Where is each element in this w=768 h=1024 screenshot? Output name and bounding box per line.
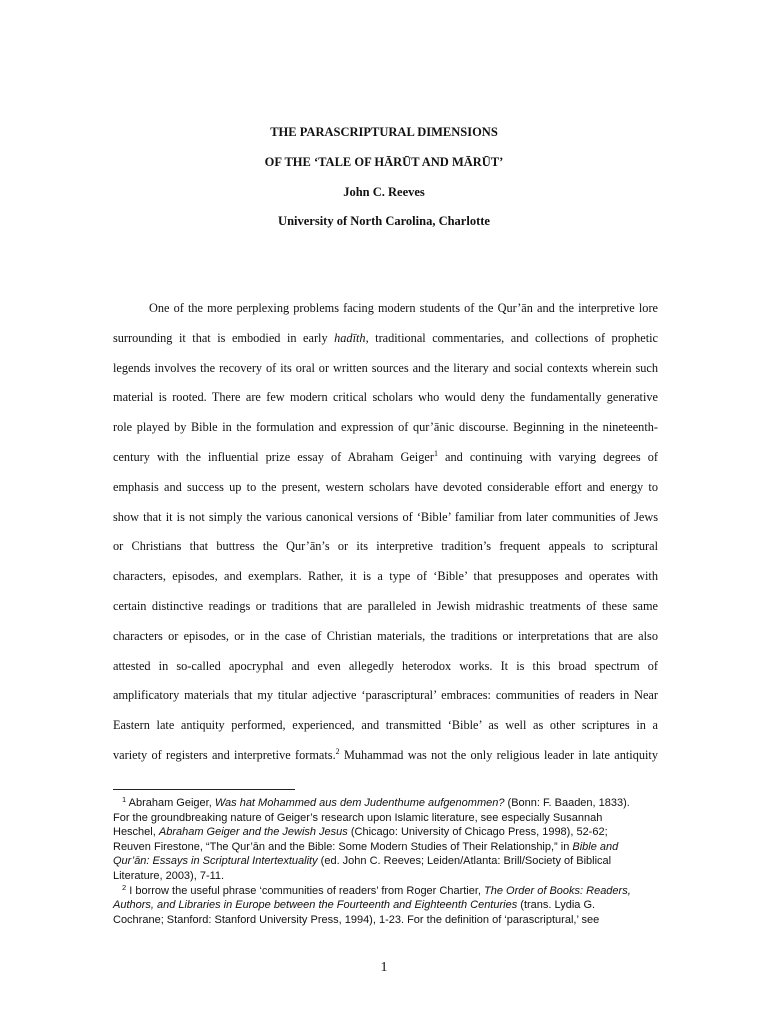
- footnote-line: Cochrane; Stanford: Stanford University Press, 1994), 1-23. For the definition of ‘parascriptural,’ see: [113, 913, 600, 926]
- footnote-1: $^1$ Abraham Geiger, Was hat Mohammed aus dem Judenthume aufgenommen? (Bonn: F. Baaden, 1833).: [122, 795, 630, 809]
- footnote-marker: 2: [122, 882, 127, 892]
- body-line: emphasis and success up to the present, western scholars have devoted considerable effort and energy to: [113, 479, 658, 494]
- body-line: show that it is not simply the various canonical versions of ‘Bible’ familiar from later communities of Jews: [113, 509, 658, 524]
- footnote-ref-1[interactable]: 1: [433, 448, 438, 458]
- body-paragraph: [113, 294, 658, 771]
- footnote-separator: [113, 789, 295, 790]
- title-line-1: THE PARASCRIPTURAL DIMENSIONS: [270, 125, 498, 139]
- footnote-line: Reuven Firestone, “The Qur’ān and the Bible: Some Modern Studies of Their Relationship,” in Bible and: [113, 840, 619, 853]
- body-line: legends involves the recovery of its oral or written sources and the literary and social contexts wherein such: [113, 360, 658, 375]
- body-line: amplificatory materials that my titular adjective ‘parascriptural’ embraces: communities of readers in Near: [113, 688, 658, 703]
- body-line: role played by Bible in the formulation and expression of qur’ānic discourse. Beginning in the nineteenth-: [113, 420, 658, 435]
- footnote-2: $^2$ I borrow the useful phrase ‘communities of readers’ from Roger Chartier, The Order of Books: Readers,: [122, 882, 631, 897]
- body-line: surrounding it that is embodied in early hadīth, traditional commentaries, and collections of prophetic: [113, 330, 658, 345]
- body-line: One of the more perplexing problems facing modern students of the Qur’ān and the interpretive lore: [149, 301, 658, 315]
- title-line-2: OF THE ‘TALE OF HĀRŪT AND MĀRŪT’: [264, 155, 504, 169]
- footnote-line: Literature, 2003), 7-11.: [113, 869, 225, 882]
- body-line: characters or episodes, or in the case of Christian materials, the traditions or interpretations that are also: [113, 628, 658, 643]
- footnote-line: Authors, and Libraries in Europe between the Fourteenth and Eighteenth Centuries (trans. Lydia G.: [113, 899, 596, 912]
- footnote-line: For the groundbreaking nature of Geiger’s research upon Islamic literature, see especially Susannah: [113, 811, 603, 824]
- body-line: characters, episodes, and exemplars. Rather, it is a type of ‘Bible’ that presupposes and operates with: [113, 569, 658, 584]
- footnote-line: Qur’ān: Essays in Scriptural Intertextuality (ed. John C. Reeves; Leiden/Atlanta: Brill/Society of Biblical: [113, 855, 612, 868]
- body-line: Eastern late antiquity performed, experienced, and transmitted ‘Bible’ as well as other scriptures in a: [113, 718, 658, 733]
- footnotes: [113, 796, 658, 927]
- body-line: attested in so-called apocryphal and even allegedly heterodox works. It is this broad spectrum of: [113, 658, 658, 673]
- page-number: 1: [380, 960, 388, 975]
- footnote-marker: 1: [122, 795, 127, 804]
- italic-term: hadīth: [334, 330, 366, 345]
- footnote-ref-2[interactable]: 2: [335, 746, 340, 756]
- body-line: century with the influential prize essay of Abraham Geiger$^1$ and continuing with varying degrees of: [113, 448, 658, 464]
- body-line: variety of registers and interpretive formats.$^2$ Muhammad was not the only religious leader in late antiquity: [113, 746, 658, 762]
- body-line: certain distinctive readings or traditions that are paralleled in Jewish midrashic treatments of these same: [113, 598, 658, 613]
- footnote-line: Heschel, Abraham Geiger and the Jewish Jesus (Chicago: University of Chicago Press, 1998), 52-62;: [113, 826, 608, 839]
- author-affiliation: University of North Carolina, Charlotte: [278, 214, 490, 228]
- body-line: material is rooted. There are few modern critical scholars who would deny the fundamentally generative: [113, 390, 658, 405]
- body-line: or Christians that buttress the Qur’ān’s or its interpretive tradition’s frequent appeals to scriptural: [113, 539, 658, 554]
- author-name: John C. Reeves: [343, 185, 425, 199]
